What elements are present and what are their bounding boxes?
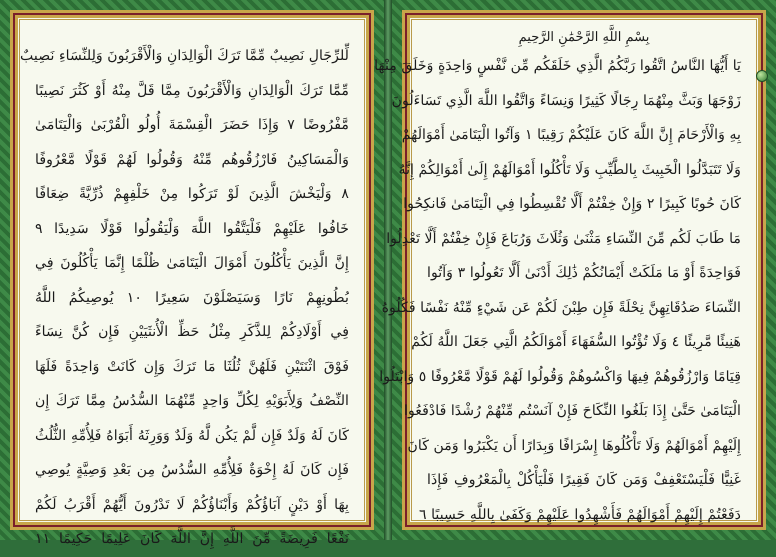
right-page: [374, 0, 776, 540]
right-page-text: [374, 27, 741, 523]
text-line: لِّلرِّجَالِ نَصِيبٌ مِّمَّا تَرَكَ الْوَالِدَانِ وَالْأَقْرَبُونَ وَلِلنِّسَاءِ نَصِيبٌ: [19, 48, 349, 64]
text-line: خَافُوا عَلَيْهِمْ فَلْيَتَّقُوا اللَّهَ وَلْيَقُولُوا قَوْلًا سَدِيدًا ٩: [35, 220, 349, 237]
text-line: مَا طَابَ لَكُم مِّنَ النِّسَاءِ مَثْنَىٰ وَثُلَاثَ وَرُبَاعَ فَإِنْ خِفْتُمْ أَلَّا تَعْدِلُوا: [386, 230, 741, 247]
text-line: دَفَعْتُمْ إِلَيْهِمْ أَمْوَالَهُمْ فَأَشْهِدُوا عَلَيْهِمْ وَكَفَىٰ بِاللَّهِ حَسِيبًا ٦: [418, 506, 741, 523]
text-line: فَوْقَ اثْنَتَيْنِ فَلَهُنَّ ثُلُثَا مَا تَرَكَ وَإِن كَانَتْ وَاحِدَةً فَلَهَا: [35, 358, 349, 375]
text-line: بِهَا أَوْ دَيْنٍ آبَاؤُكُمْ وَأَبْنَاؤُكُمْ لَا تَدْرُونَ أَيُّهُمْ أَقْرَبُ لَكُمْ: [35, 496, 349, 513]
right-page-frame: [374, 10, 766, 530]
text-line: كَانَ لَهُ وَلَدٌ فَإِن لَّمْ يَكُن لَّهُ وَلَدٌ وَوَرِثَهُ أَبَوَاهُ فَلِأُمِّهِ الثُّلُثُ: [35, 427, 349, 444]
text-line: نَفْعًا فَرِيضَةً مِّنَ اللَّهِ إِنَّ اللَّهَ كَانَ عَلِيمًا حَكِيمًا ١١: [35, 531, 349, 547]
text-line: النِّصْفُ وَلِأَبَوَيْهِ لِكُلِّ وَاحِدٍ مِّنْهُمَا السُّدُسُ مِمَّا تَرَكَ إِن: [35, 393, 349, 409]
text-line: ٨ وَلْيَخْشَ الَّذِينَ لَوْ تَرَكُوا مِنْ خَلْفِهِمْ ذُرِّيَّةً ضِعَافًا: [35, 186, 349, 202]
text-line: النِّسَاءَ صَدُقَاتِهِنَّ نِحْلَةً فَإِن طِبْنَ لَكُمْ عَن شَيْءٍ مِّنْهُ نَفْسًا فَكُلُوهُ: [381, 299, 741, 316]
text-line: غَنِيًّا فَلْيَسْتَعْفِفْ وَمَن كَانَ فَقِيرًا فَلْيَأْكُلْ بِالْمَعْرُوفِ فَإِذَا: [427, 472, 741, 488]
text-line: مَّفْرُوضًا ٧ وَإِذَا حَضَرَ الْقِسْمَةَ أُولُو الْقُرْبَىٰ وَالْيَتَامَىٰ: [35, 117, 349, 133]
text-line: إِلَيْهِمْ أَمْوَالَهُمْ وَلَا تَأْكُلُوهَا إِسْرَافًا وَبِدَارًا أَن يَكْبَرُوا وَمَن كَانَ: [407, 437, 741, 454]
left-page: [0, 0, 384, 547]
text-line: إِنَّ الَّذِينَ يَأْكُلُونَ أَمْوَالَ الْيَتَامَىٰ ظُلْمًا إِنَّمَا يَأْكُلُونَ فِي: [35, 255, 349, 271]
text-line: بِهِ وَالْأَرْحَامَ إِنَّ اللَّهَ كَانَ عَلَيْكُمْ رَقِيبًا ١ وَآتُوا الْيَتَامَىٰ أَمْوَالَهُمْ: [401, 127, 741, 143]
text-line: قِيَامًا وَارْزُقُوهُمْ فِيهَا وَاكْسُوهُمْ وَقُولُوا لَهُمْ قَوْلًا مَّعْرُوفًا ٥ وَابْتَلُوا: [379, 368, 741, 385]
left-page-text: [19, 39, 349, 547]
text-line: هَنِيئًا مَّرِيئًا ٤ وَلَا تُؤْتُوا السُّفَهَاءَ أَمْوَالَكُمُ الَّتِي جَعَلَ اللَّهُ لَكُمْ: [411, 334, 741, 350]
text-line: يَا أَيُّهَا النَّاسُ اتَّقُوا رَبَّكُمُ الَّذِي خَلَقَكُم مِّن نَّفْسٍ وَاحِدَةٍ وَخَلَقَ مِنْهَا: [374, 58, 741, 74]
text-line: فِي أَوْلَادِكُمْ لِلذَّكَرِ مِثْلُ حَظِّ الْأُنثَيَيْنِ فَإِن كُنَّ نِسَاءً: [35, 324, 349, 340]
basmala-heading: بِسْمِ اللَّهِ الرَّحْمَٰنِ الرَّحِيمِ: [518, 30, 650, 45]
text-line: وَالْمَسَاكِينُ فَارْزُقُوهُم مِّنْهُ وَقُولُوا لَهُمْ قَوْلًا مَّعْرُوفًا: [35, 151, 349, 168]
text-line: مِّمَّا تَرَكَ الْوَالِدَانِ وَالْأَقْرَبُونَ مِمَّا قَلَّ مِنْهُ أَوْ كَثُرَ نَصِيبًا: [35, 82, 349, 99]
text-line: كَانَ حُوبًا كَبِيرًا ٢ وَإِنْ خِفْتُمْ أَلَّا تُقْسِطُوا فِي الْيَتَامَىٰ فَانكِحُوا: [403, 196, 741, 212]
text-line: بُطُونِهِمْ نَارًا وَسَيَصْلَوْنَ سَعِيرًا ١٠ يُوصِيكُمُ اللَّهُ: [35, 289, 349, 306]
text-line: وَلَا تَتَبَدَّلُوا الْخَبِيثَ بِالطَّيِّبِ وَلَا تَأْكُلُوا أَمْوَالَهُمْ إِلَىٰ أَمْوَالِكُمْ إِنَّهُ: [398, 161, 741, 178]
bookmark-marker-icon[interactable]: [756, 70, 768, 82]
left-page-frame: [10, 10, 374, 547]
text-line: فَوَاحِدَةً أَوْ مَا مَلَكَتْ أَيْمَانُكُمْ ذَٰلِكَ أَدْنَىٰ أَلَّا تَعُولُوا ٣ وَآتُوا: [427, 265, 741, 281]
text-line: زَوْجَهَا وَبَثَّ مِنْهُمَا رِجَالًا كَثِيرًا وَنِسَاءً وَاتَّقُوا اللَّهَ الَّذِي تَسَاءَلُونَ: [391, 92, 741, 109]
text-line: الْيَتَامَىٰ حَتَّىٰ إِذَا بَلَغُوا النِّكَاحَ فَإِنْ آنَسْتُم مِّنْهُمْ رُشْدًا فَادْفَعُوا: [404, 403, 741, 419]
text-line: فَإِن كَانَ لَهُ إِخْوَةٌ فَلِأُمِّهِ السُّدُسُ مِن بَعْدِ وَصِيَّةٍ يُوصِي: [35, 462, 349, 478]
